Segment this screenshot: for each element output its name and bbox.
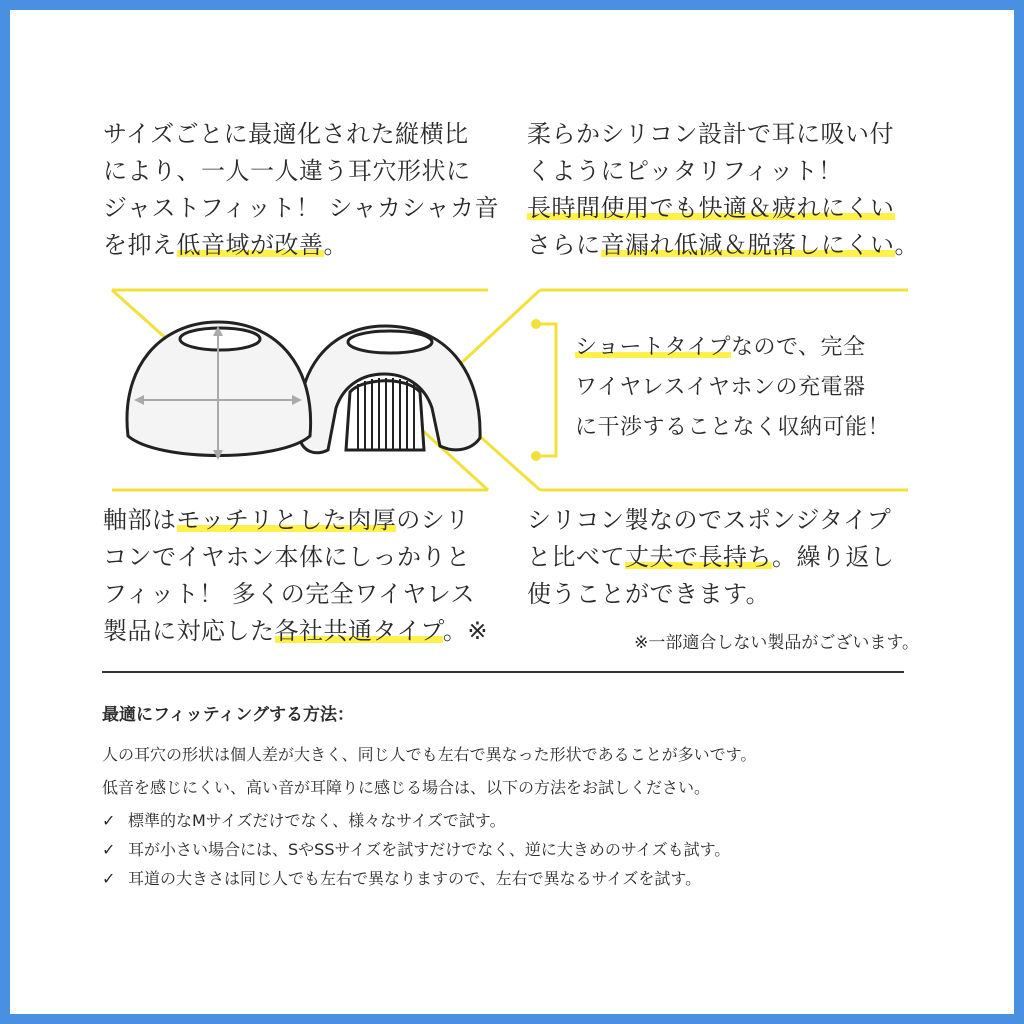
check-item-text: 耳が小さい場合には、SやSSサイズを試すだけでなく、逆に大きめのサイズも試す。 [128,840,731,859]
highlighted-text: ショートタイプ [575,335,731,360]
check-item-text: 標準的なMサイズだけでなく、様々なサイズで試す。 [128,811,506,830]
text-segment: 。繰り返し [772,543,895,571]
text-segment: 製品に対応した [103,617,275,645]
check-icon: ✓ [102,840,116,859]
highlighted-text: 低音域が改善 [176,231,324,259]
feature-text-thick-stem [103,502,488,650]
text-segment: さらに [527,231,601,259]
method-check-item [102,808,506,831]
text-line: フィット！ 多くの完全ワイヤレス [103,580,476,608]
text-line [527,539,895,576]
text-line: サイズごとに最適化された縦横比 [103,120,469,148]
text-line: ワイヤレスイヤホンの充電器 [575,375,866,400]
text-segment: を抑え [103,231,177,259]
text-line: くようにピッタリフィット！ [527,157,843,185]
compatibility-note: ※一部適合しない製品がございます。 [634,633,919,653]
text-line: 柔らかシリコン設計で耳に吸い付 [527,120,895,148]
text-line [103,502,488,539]
feature-text-aspect-ratio [103,116,499,264]
text-line: により、一人一人違う耳穴形状に [103,157,471,185]
method-check-item [102,837,730,860]
check-icon: ✓ [102,869,116,888]
feature-text-soft-silicone [527,116,919,264]
method-description: 低音を感じにくい、高い音が耳障りに感じる場合は、以下の方法をお試しください。 [102,778,711,797]
text-line: に干渉することなく収納可能！ [575,415,891,440]
text-line [103,613,488,650]
feature-text-durable [527,502,895,613]
text-segment: 。※ [442,617,488,645]
text-segment: 。 [323,231,348,259]
highlighted-text: 長時間使用でも快適＆疲れにくい [527,194,895,222]
method-description: 人の耳穴の形状は個人差が大きく、同じ人でも左右で異なった形状であることが多いです。 [102,745,757,764]
text-segment: なので、完全 [730,335,866,360]
text-segment: のシリ [396,506,470,534]
highlighted-text: 丈夫で長持ち [625,543,772,571]
text-line [527,227,919,264]
text-segment: と比べて [527,543,625,571]
text-line [527,190,919,227]
text-segment: 軸部は [103,506,177,534]
highlighted-text: モッチリとした肉厚 [176,506,397,534]
text-line: ジャストフィット！ シャカシャカ音 [103,194,500,222]
check-icon: ✓ [102,811,116,830]
highlighted-text: 音漏れ低減＆脱落しにくい [600,231,895,259]
text-line [103,227,499,264]
highlighted-text: 各社共通タイプ [274,617,443,645]
text-line: コンでイヤホン本体にしっかりと [103,543,471,571]
check-item-text: 耳道の大きさは同じ人でも左右で異なりますので、左右で異なるサイズを試す。 [128,869,702,888]
feature-text-short-type [575,328,890,448]
method-check-item [102,866,701,889]
section-divider [102,671,904,673]
text-segment: 。 [894,231,919,259]
text-line: シリコン製なのでスポンジタイプ [527,506,892,534]
text-line: 使うことができます。 [527,580,771,608]
method-title: 最適にフィッティングする方法： [102,705,354,725]
text-line [575,328,890,368]
eartip-right [299,326,480,453]
